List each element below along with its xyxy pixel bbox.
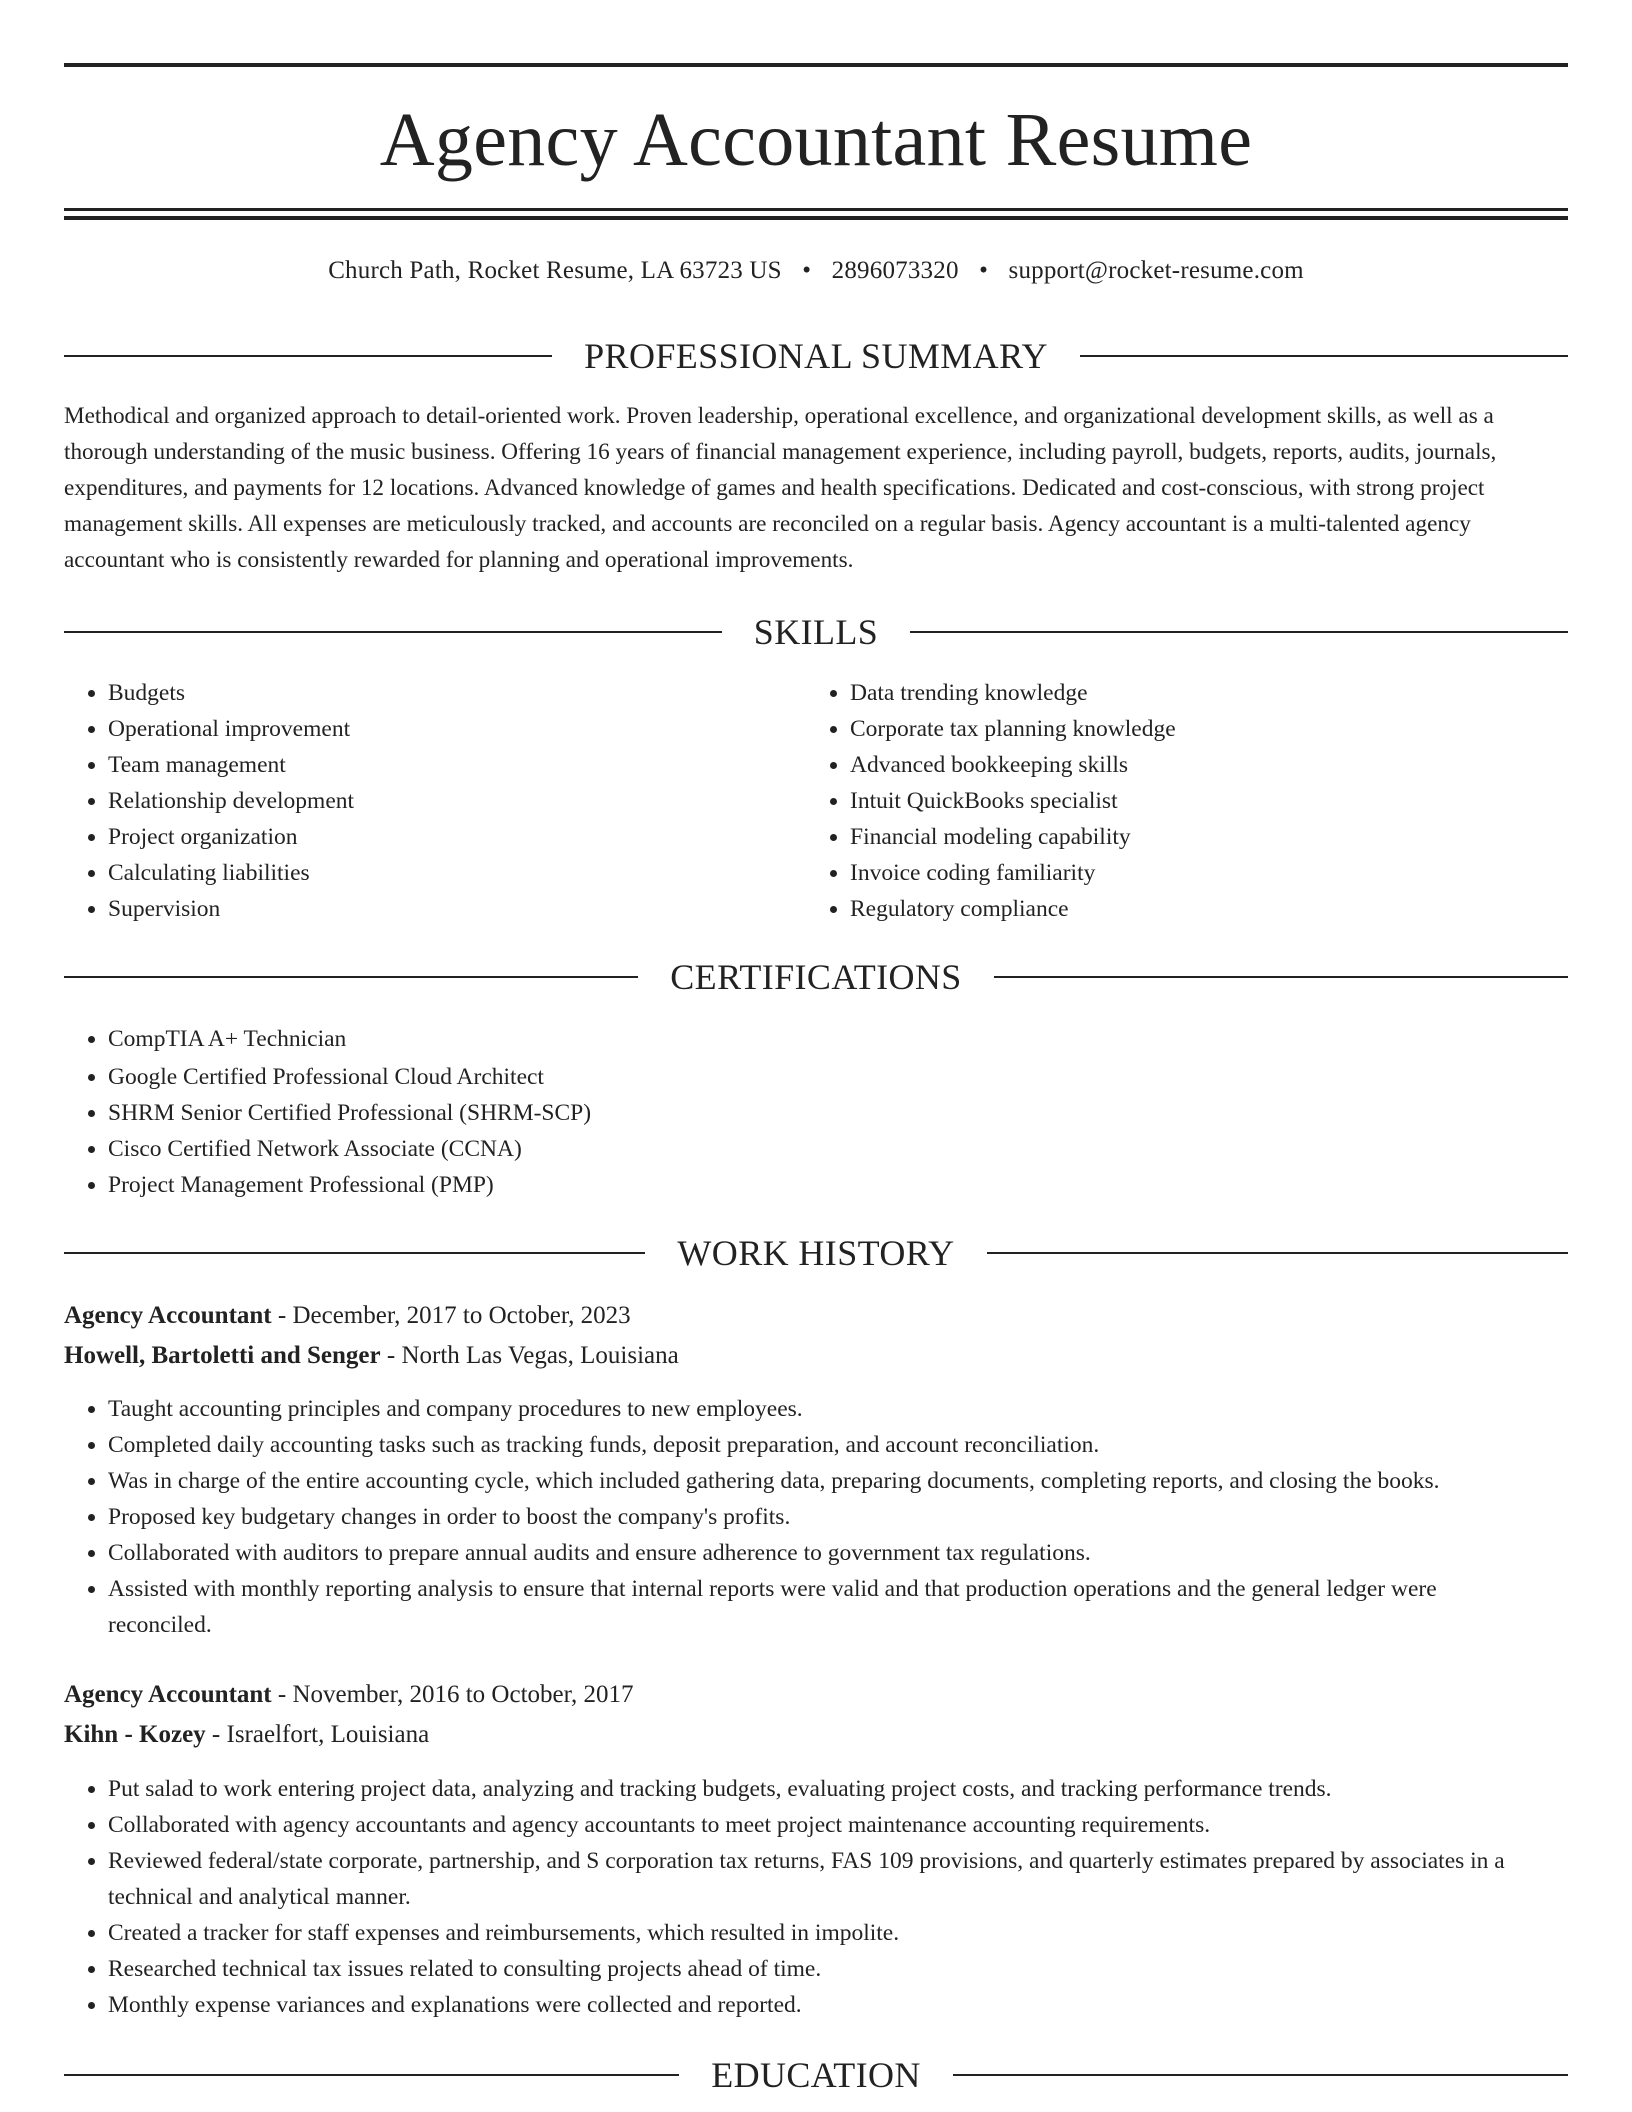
duty-item: • Collaborated with agency accountants and agency accountants to meet project maintenance accounting requirements. <box>108 1807 1524 1843</box>
contact-email: support@rocket-resume.com <box>1008 257 1304 284</box>
skill-item: • Relationship development <box>108 783 804 819</box>
duty-item: • Proposed key budgetary changes in order to boost the company's profits. <box>108 1499 1524 1535</box>
duty-item: • Created a tracker for staff expenses and reimbursements, which resulted in impolite. <box>108 1915 1524 1951</box>
job-duties <box>64 1391 1524 1643</box>
contact-separator: • <box>979 257 989 284</box>
job-location: - North Las Vegas, Louisiana <box>380 1342 679 1369</box>
duty-item: • Taught accounting principles and company procedures to new employees. <box>108 1391 1524 1427</box>
job-company-line <box>64 1338 1568 1374</box>
duty-item: • Was in charge of the entire accounting cycle, which included gathering data, preparing documents, completing reports, and closing the books. <box>108 1463 1524 1499</box>
contact-address: Church Path, Rocket Resume, LA 63723 US <box>328 257 782 284</box>
skill-item: • Operational improvement <box>108 711 804 747</box>
job-title-line <box>64 1677 1568 1713</box>
heading-rule <box>994 976 1568 978</box>
heading-rule <box>64 631 722 633</box>
skill-item: • Corporate tax planning knowledge <box>850 711 1566 747</box>
certifications-list <box>64 1021 1568 1203</box>
job-dates: - November, 2016 to October, 2017 <box>271 1681 634 1708</box>
title-rule-lower <box>64 216 1568 220</box>
contact-line <box>64 253 1568 289</box>
certification-item: • SHRM Senior Certified Professional (SHRM-SCP) <box>108 1095 1568 1131</box>
resume-title: Agency Accountant Resume <box>379 98 1253 182</box>
heading-rule <box>987 1252 1568 1254</box>
job-company-line <box>64 1717 1568 1753</box>
skills-column-left <box>64 675 804 927</box>
contact-separator: • <box>802 257 812 284</box>
title-rule-upper <box>64 208 1568 211</box>
skill-item: • Calculating liabilities <box>108 855 804 891</box>
job-company: Kihn - Kozey <box>64 1721 206 1748</box>
heading-rule <box>64 2074 679 2076</box>
section-heading-summary <box>64 334 1568 378</box>
skill-item: • Team management <box>108 747 804 783</box>
duty-item: • Assisted with monthly reporting analysis to ensure that internal reports were valid and that production operations and the general ledger were reconciled. <box>108 1571 1524 1643</box>
certification-item: • Google Certified Professional Cloud Architect <box>108 1059 1568 1095</box>
job-title-line <box>64 1298 1568 1334</box>
top-rule <box>64 63 1568 67</box>
job-location: - Israelfort, Louisiana <box>205 1721 430 1748</box>
skills-column-right <box>806 675 1566 927</box>
section-heading-education <box>64 2053 1568 2097</box>
certification-item: • Project Management Professional (PMP) <box>108 1167 1568 1203</box>
duty-item: • Put salad to work entering project data, analyzing and tracking budgets, evaluating project costs, and tracking performance trends. <box>108 1771 1524 1807</box>
heading-rule <box>64 976 638 978</box>
duty-item: • Completed daily accounting tasks such as tracking funds, deposit preparation, and account reconciliation. <box>108 1427 1524 1463</box>
section-heading-work-history <box>64 1231 1568 1275</box>
duty-item: • Collaborated with auditors to prepare annual audits and ensure adherence to government tax regulations. <box>108 1535 1524 1571</box>
skill-item: • Budgets <box>108 675 804 711</box>
job-duties <box>64 1771 1524 2023</box>
section-heading-skills <box>64 610 1568 654</box>
section-heading-label: SKILLS <box>753 612 879 652</box>
job-company: Howell, Bartoletti and Senger <box>64 1342 381 1369</box>
section-heading-label: EDUCATION <box>711 2055 921 2095</box>
skill-item: • Supervision <box>108 891 804 927</box>
skill-item: • Intuit QuickBooks specialist <box>850 783 1566 819</box>
job-title: Agency Accountant <box>64 1681 272 1708</box>
certification-item: • Cisco Certified Network Associate (CCNA) <box>108 1131 1568 1167</box>
skill-item: • Regulatory compliance <box>850 891 1566 927</box>
skill-item: • Invoice coding familiarity <box>850 855 1566 891</box>
heading-rule <box>953 2074 1568 2076</box>
duty-item: • Researched technical tax issues related to consulting projects ahead of time. <box>108 1951 1524 1987</box>
contact-phone: 2896073320 <box>831 257 959 284</box>
job-title: Agency Accountant <box>64 1302 272 1329</box>
section-heading-label: PROFESSIONAL SUMMARY <box>584 336 1048 376</box>
section-heading-label: CERTIFICATIONS <box>670 957 962 997</box>
section-heading-label: WORK HISTORY <box>677 1233 955 1273</box>
duty-item: • Reviewed federal/state corporate, partnership, and S corporation tax returns, FAS 109 provisions, and quarterly estimates prepared by associates in a technical and analytical manner. <box>108 1843 1524 1915</box>
job-dates: - December, 2017 to October, 2023 <box>271 1302 631 1329</box>
section-heading-certifications <box>64 955 1568 999</box>
certification-item: • CompTIA A+ Technician <box>108 1021 1568 1057</box>
heading-rule <box>1080 355 1568 357</box>
heading-rule <box>64 1252 645 1254</box>
skill-item: • Project organization <box>108 819 804 855</box>
duty-item: • Monthly expense variances and explanations were collected and reported. <box>108 1987 1524 2023</box>
skill-item: • Advanced bookkeeping skills <box>850 747 1566 783</box>
summary-text: Methodical and organized approach to detail-oriented work. Proven leadership, operational excellence, and organizational development skills, as well as a thorough understanding of the music business. Offering 16 years of financial management experience, including payroll, budgets, reports, audits, journals, expenditures, and payments for 12 locations. Advanced knowledge of games and health specifications. Dedicated and cost-conscious, with strong project management skills. All expenses are meticulously tracked, and accounts are reconciled on a regular basis. Agency accountant is a multi-talented agency accountant who is consistently rewarded for planning and operational improvements. <box>64 403 1497 573</box>
skill-item: • Financial modeling capability <box>850 819 1566 855</box>
skill-item: • Data trending knowledge <box>850 675 1566 711</box>
heading-rule <box>910 631 1568 633</box>
heading-rule <box>64 355 552 357</box>
